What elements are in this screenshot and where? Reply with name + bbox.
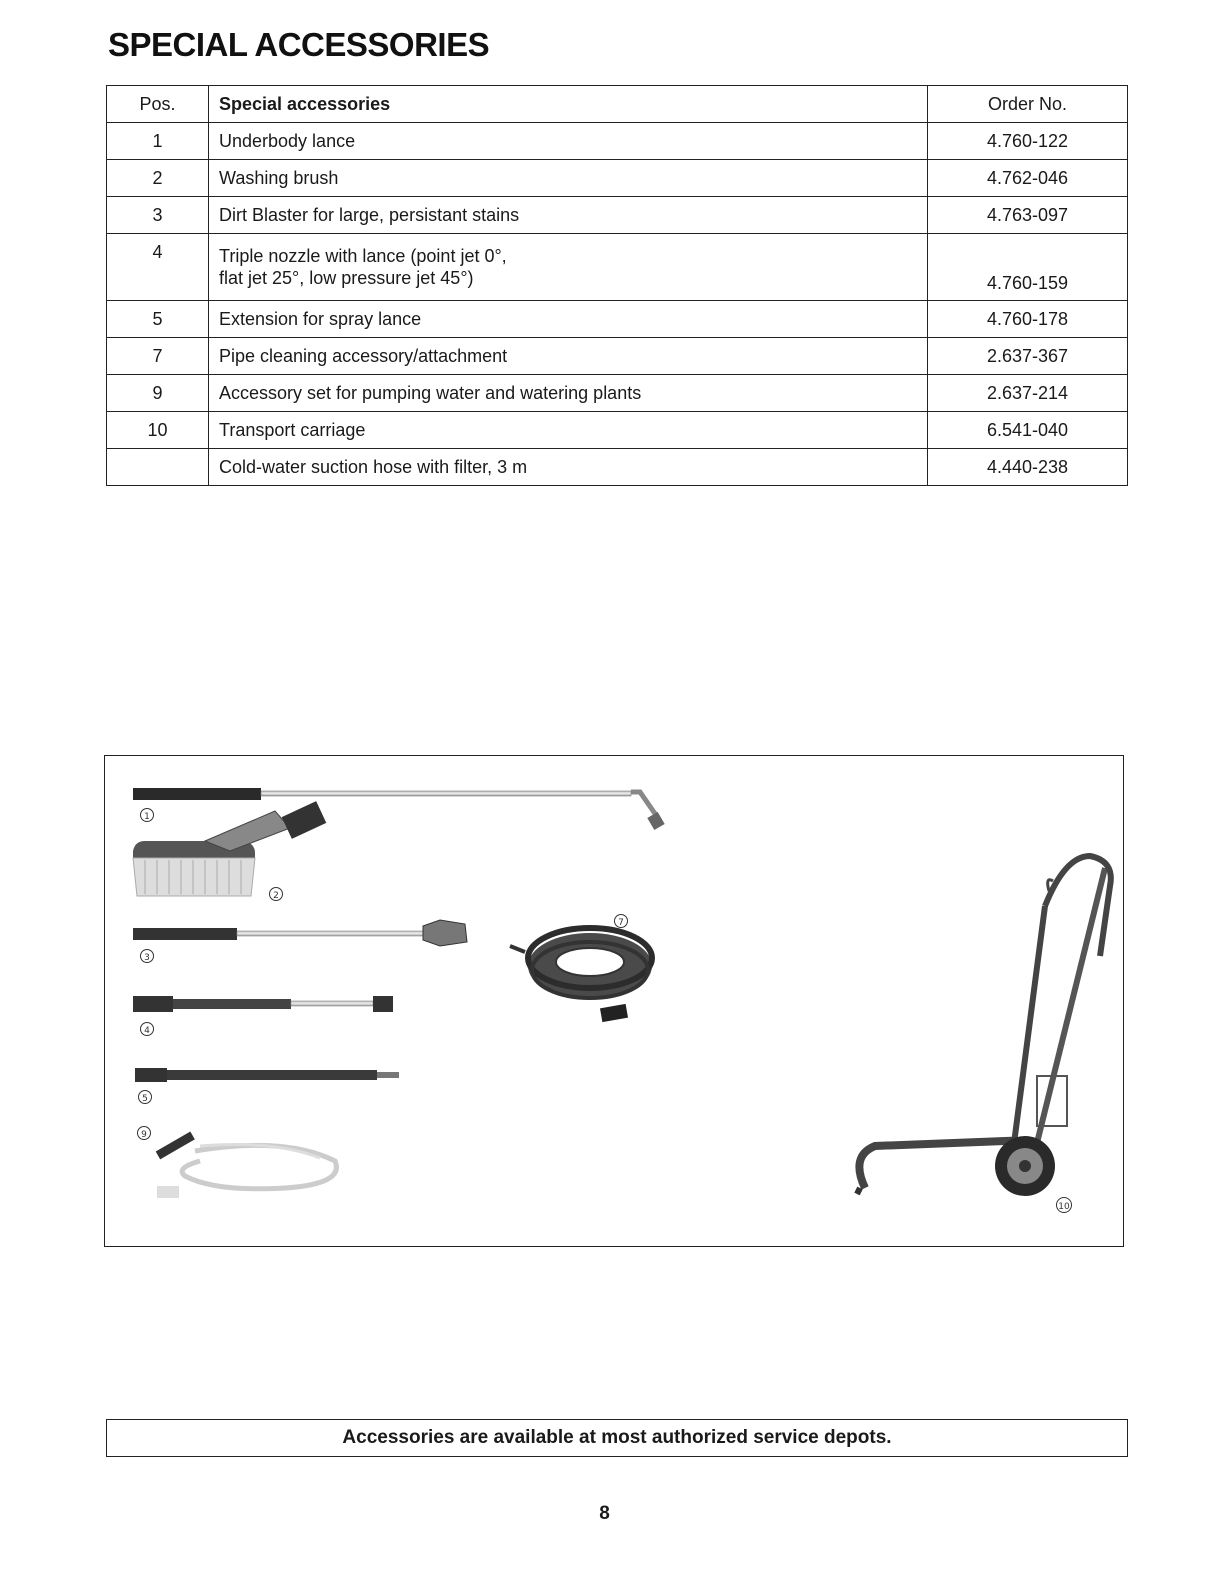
accessories-table [106,85,1128,486]
description-line: Transport carriage [219,420,366,440]
table-row [107,123,1128,160]
accessories-illustration [104,755,1124,1247]
cell-description [209,338,928,375]
description-line: Washing brush [219,168,339,188]
cell-order-no: 2.637-214 [928,375,1128,412]
cell-description [209,375,928,412]
cell-pos [107,449,209,486]
table-row [107,375,1128,412]
cell-pos: 7 [107,338,209,375]
callout-3-label: 3 [144,953,150,963]
cell-pos: 4 [107,234,209,301]
description-line: Accessory set for pumping water and watering plants [219,383,642,403]
callout-5 [139,1091,152,1105]
cell-description [209,197,928,234]
transport-carriage-drawing [857,856,1111,1196]
description-line: Extension for spray lance [219,309,422,329]
callout-10-label: 10 [1058,1202,1070,1212]
page-title: SPECIAL ACCESSORIES [108,26,490,63]
cell-pos: 2 [107,160,209,197]
description-line: Underbody lance [219,131,356,151]
header-pos: Pos. [107,86,209,123]
table-row [107,412,1128,449]
availability-note: Accessories are available at most authorized service depots. [106,1419,1128,1457]
cell-description [209,412,928,449]
description-line: Dirt Blaster for large, persistant stains [219,205,520,225]
cell-order-no: 4.440-238 [928,449,1128,486]
callout-10 [1057,1198,1072,1213]
cell-pos: 3 [107,197,209,234]
callout-2 [270,888,283,902]
accessories-drawing [105,756,1122,1245]
cell-order-no: 2.637-367 [928,338,1128,375]
callout-7 [615,915,628,929]
callout-1 [141,809,154,823]
washing-brush-drawing [133,801,326,896]
cell-order-no: 4.760-159 [928,234,1128,301]
description-line: Cold-water suction hose with filter, 3 m [219,457,528,477]
page-number: 8 [599,1503,610,1524]
callout-7-label: 7 [618,918,624,928]
description-line: Triple nozzle with lance (point jet 0°, [219,246,507,266]
table-row [107,160,1128,197]
table-row [107,449,1128,486]
table-row [107,197,1128,234]
cell-pos: 5 [107,301,209,338]
callout-9 [138,1127,151,1141]
callout-4 [141,1023,154,1037]
cell-order-no: 4.762-046 [928,160,1128,197]
cell-pos: 9 [107,375,209,412]
cell-description [209,449,928,486]
extension-lance-drawing [135,1068,399,1082]
cell-pos: 10 [107,412,209,449]
header-description: Special accessories [209,86,928,123]
description-line: flat jet 25°, low pressure jet 45°) [219,268,474,288]
callout-2-label: 2 [273,891,279,901]
table-row [107,301,1128,338]
callout-5-label: 5 [142,1094,148,1104]
cell-order-no: 4.760-178 [928,301,1128,338]
triple-nozzle-lance-drawing [133,996,393,1012]
table-header-row [107,86,1128,123]
cell-description [209,160,928,197]
cell-description [209,123,928,160]
cell-order-no: 4.763-097 [928,197,1128,234]
callout-9-label: 9 [141,1130,147,1140]
cell-pos: 1 [107,123,209,160]
dirt-blaster-drawing [133,920,467,946]
header-order-no: Order No. [928,86,1128,123]
callout-4-label: 4 [144,1026,150,1036]
pumping-set-drawing [156,1132,337,1198]
underbody-lance-drawing [133,788,665,830]
table-row [107,338,1128,375]
cell-order-no: 6.541-040 [928,412,1128,449]
callout-3 [141,950,154,964]
cell-order-no: 4.760-122 [928,123,1128,160]
cell-description [209,234,928,301]
callout-1-label: 1 [144,812,150,822]
pipe-cleaning-hose-drawing [510,928,652,1022]
table-row [107,234,1128,301]
cell-description [209,301,928,338]
description-line: Pipe cleaning accessory/attachment [219,346,508,366]
